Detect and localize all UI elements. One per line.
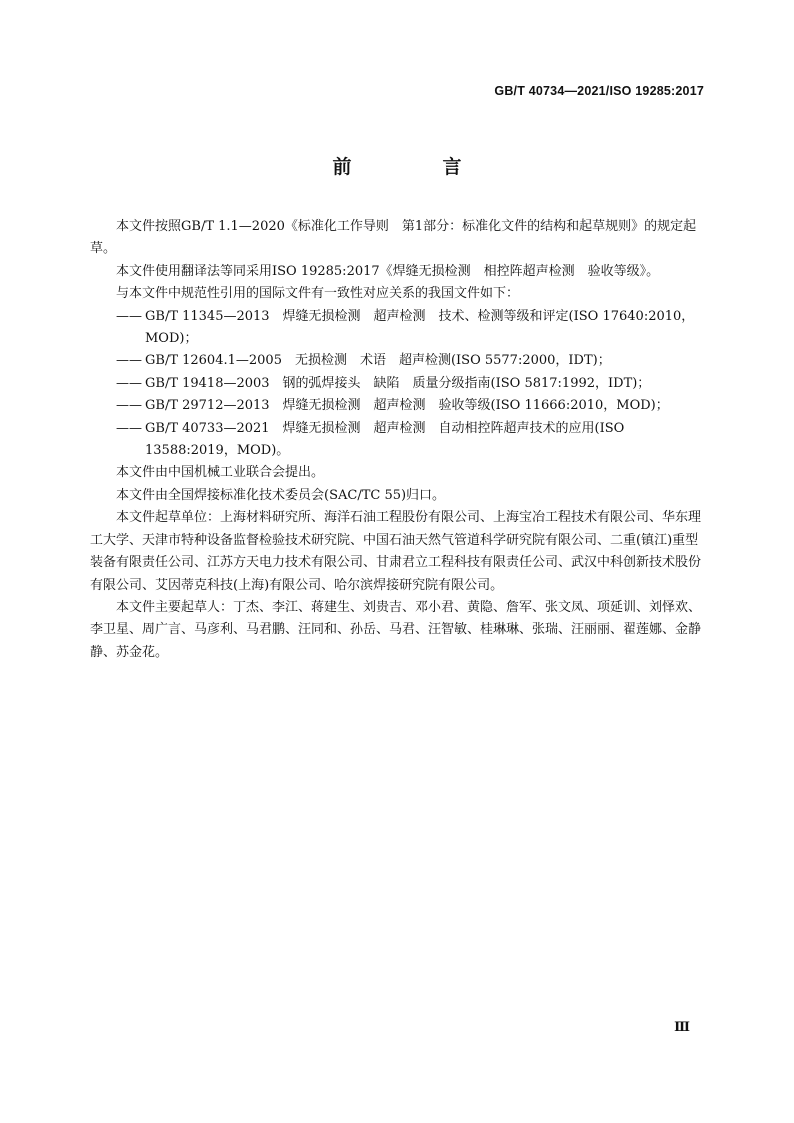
reference-text: GB/T 40733—2021 焊缝无损检测 超声检测 自动相控阵超声技术的应用(ISO 13588:2019，MOD)。 [145,420,625,459]
page-title: 前 言 [332,156,498,178]
reference-text: GB/T 11345—2013 焊缝无损检测 超声检测 技术、检测等级和评定(ISO 17640:2010，MOD)； [145,308,695,347]
paragraph-drafting-units: 本文件起草单位：上海材料研究所、海洋石油工程股份有限公司、上海宝冶工程技术有限公司、华东理工大学、天津市特种设备监督检验技术研究院、中国石油天然气管道科学研究院有限公司、二重(镇江)重型装备有限责任公司、江苏方天电力技术有限公司、甘肃君立工程科技有限责任公司、武汉中科创新技术股份有限公司、艾因蒂克科技(上海)有限公司、哈尔滨焊接研究院有限公司。 [90,510,702,593]
reference-list-item [90,306,704,351]
reference-text: GB/T 12604.1—2005 无损检测 术语 超声检测(ISO 5577:2000，IDT)； [145,353,611,369]
list-dash: —— [116,375,142,391]
paragraph-committee: 本文件由全国焊接标准化技术委员会(SAC/TC 55)归口。 [116,487,446,503]
preface-body [90,216,704,664]
reference-list-item [90,418,704,463]
reference-text: GB/T 29712—2013 焊缝无损检测 超声检测 验收等级(ISO 11666:2010，MOD)； [145,398,669,414]
reference-list-item [90,350,704,372]
paragraph-drafters: 本文件主要起草人：丁杰、李江、蒋建生、刘贵吉、邓小君、黄隐、詹军、张文凤、项延训、刘怿欢、李卫星、周广言、马彦利、马君鹏、汪同和、孙岳、马君、汪智敏、桂琳琳、张瑞、汪丽丽、翟莲娜、金静静、苏金花。 [90,599,702,660]
paragraph-reference-intro: 与本文件中规范性引用的国际文件有一致性对应关系的我国文件如下： [116,286,520,302]
list-dash: —— [116,353,142,369]
paragraph-drafting-rules: 本文件按照GB/T 1.1—2020《标准化工作导则 第1部分：标准化文件的结构和起草规则》的规定起草。 [90,219,697,257]
list-dash: —— [116,420,142,436]
page-number: Ⅲ [674,1020,690,1035]
list-dash: —— [116,398,142,414]
paragraph-translation-method: 本文件使用翻译法等同采用ISO 19285:2017《焊缝无损检测 相控阵超声检测 验收等级》。 [116,263,660,279]
standard-code-header: GB/T 40734—2021/ISO 19285:2017 [494,84,704,98]
reference-text: GB/T 19418—2003 钢的弧焊接头 缺陷 质量分级指南(ISO 5817:1992，IDT)； [145,375,651,391]
reference-list-item [90,395,704,417]
list-dash: —— [116,308,142,324]
reference-list-item [90,373,704,395]
paragraph-proposer: 本文件由中国机械工业联合会提出。 [116,465,325,481]
